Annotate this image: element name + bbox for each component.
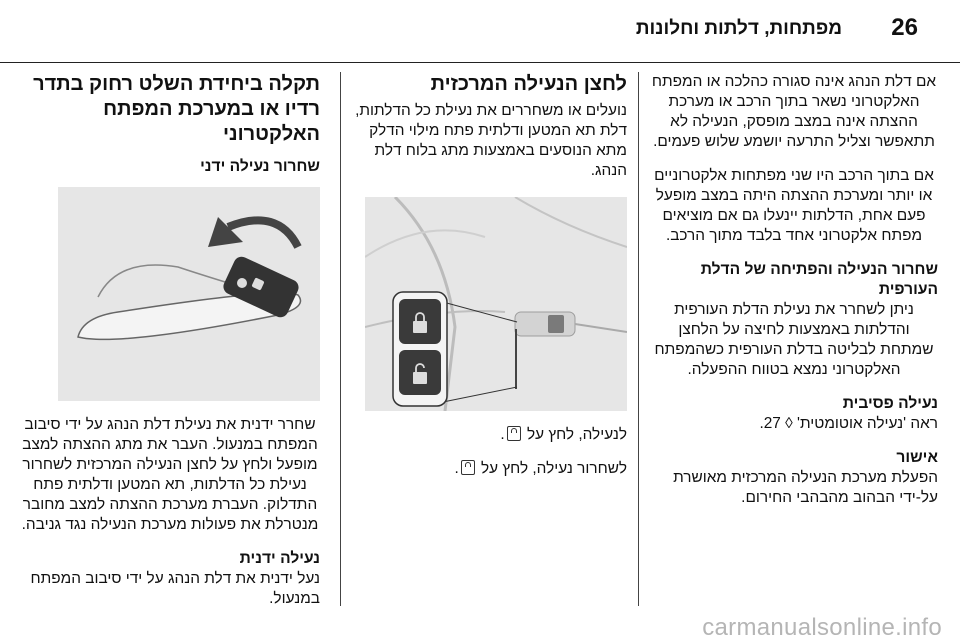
- page-header: [0, 0, 960, 63]
- unlock-button-icon: [461, 460, 475, 475]
- door-handle-key-image: [58, 187, 320, 401]
- paragraph: ניתן לשחרר את נעילת הדלת העורפית והדלתות באמצעות לחיצה על הלחצן שמתחת לבליטה בדלת העורפית כשהמפתח האלקטרוני נמצא בטווח ההפעלה.: [654, 301, 934, 378]
- paragraph: נועלים או משחררים את נעילת כל הדלתות, דלת תא המטען ודלתית פתח מילוי הדלק מתא הנוסעים באמצעות מתג בלוח דלת הנהג.: [355, 102, 627, 179]
- column-divider: [340, 72, 341, 606]
- door-switch-image: [365, 197, 627, 411]
- lock-button-icon: [507, 426, 521, 441]
- paragraph: אם בתוך הרכב היו שני מפתחות אלקטרוניים או יותר ומערכת ההצתה היתה במצב מופעל פעם אחת, הדלתות יינעלו גם אם מוציאים מפתח אלקטרוני אחד בלבד מתוך הרכב.: [654, 167, 934, 244]
- column-left: [20, 72, 320, 623]
- paragraph: הפעלת מערכת הנעילה המרכזית מאושרת על-ידי הבהוב מהבהבי החירום.: [673, 469, 938, 506]
- paragraph: ראה 'נעילה אוטומטית' ◊ 27.: [759, 415, 938, 432]
- lock-instruction: לנעילה, לחץ על .: [500, 426, 627, 443]
- section-heading: נעילה ידנית: [239, 550, 320, 567]
- door-handle-illustration: [58, 187, 320, 401]
- section-heading: אישור: [896, 449, 938, 466]
- paragraph: נעל ידנית את דלת הנהג על ידי סיבוב המפתח במנעול.: [30, 570, 320, 607]
- door-panel-illustration: [365, 197, 627, 411]
- watermark: carmanualsonline.info: [702, 614, 942, 641]
- section-heading: שחרור הנעילה והפתיחה של הדלת העורפית: [700, 261, 938, 298]
- page-number: 26: [891, 14, 918, 41]
- section-title: תקלה ביחידת השלט רחוק בתדר רדיו או במערכת המפתח האלקטרוני: [33, 73, 320, 145]
- unlock-instruction: לשחרור נעילה, לחץ על .: [454, 460, 627, 477]
- paragraph: אם דלת הנהג אינה סגורה כהלכה או המפתח האלקטרוני נשאר בתוך הרכב או מערכת ההצתה אינה במצב מופסק, הנעילה לא תתאפשר וצליל התרעה יושמע שלוש פעמים.: [651, 73, 937, 150]
- column-divider: [638, 72, 639, 606]
- paragraph: שחרר ידנית את נעילת דלת הנהג על ידי סיבוב המפתח במנעול. העבר את מתג ההצתה למצב מופעל ולחץ על לחצן הנעילה המרכזית לשחרור נעילת כל הדלתות, תא המטען ודלתית פתח התדלוק. העברת מערכת ההצתה למצב מחובר מנטרלת את פעולות מערכת הנעילה נגד גניבה.: [21, 416, 319, 533]
- column-middle: [337, 72, 627, 493]
- column-right: [650, 72, 938, 522]
- section-subtitle: שחרור נעילה ידני: [200, 158, 320, 175]
- page-title: מפתחות, דלתות וחלונות: [635, 18, 842, 39]
- section-heading: נעילה פסיבית: [842, 395, 938, 412]
- section-title: לחצן הנעילה המרכזית: [430, 73, 627, 95]
